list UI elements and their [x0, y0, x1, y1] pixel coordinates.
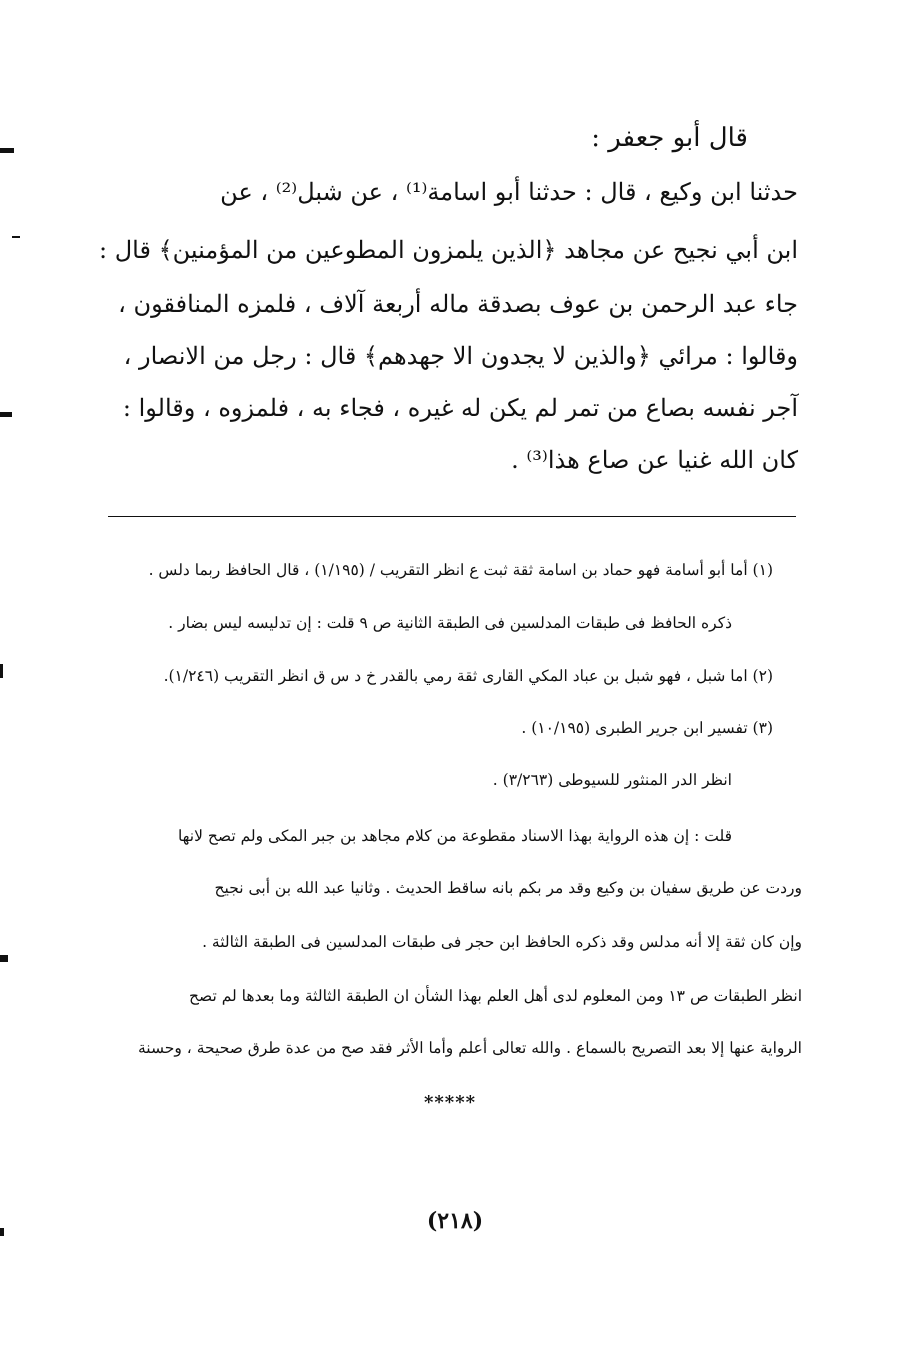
scan-edge-mark	[0, 148, 14, 153]
scan-edge-mark	[0, 955, 8, 962]
main-text-line-1: حدثنا ابن وكيع ، قال : حدثنا أبو اسامة⁽¹⁾ ، عن شبل⁽²⁾ ، عن	[220, 178, 798, 206]
footnote-1-line-1: (١) أما أبو أسامة فهو حماد بن اسامة ثقة ثبت ع انظر التقريب / (١/١٩٥) ، قال الحافظ ربما دلس .	[148, 561, 773, 579]
footnote-2: (٢) اما شبل ، فهو شبل بن عباد المكي القارى ثقة رمي بالقدر خ د س ق انظر التقريب (١/٢٤٦).	[163, 667, 773, 685]
commentary-line-2: وردت عن طريق سفيان بن وكيع وقد مر بكم بانه ساقط الحديث . وثانيا عبد الله بن أبى نجيح	[214, 879, 802, 897]
main-text-line-4: وقالوا : مرائي ﴿والذين لا يجدون الا جهدهم﴾ قال : رجل من الانصار ،	[123, 342, 798, 370]
main-text-line-6: كان الله غنيا عن صاع هذا⁽³⁾ .	[511, 446, 798, 474]
scan-edge-mark	[12, 236, 20, 238]
scan-edge-mark	[0, 1228, 4, 1236]
commentary-line-4: انظر الطبقات ص ١٣ ومن المعلوم لدى أهل العلم بهذا الشأن ان الطبقة الثالثة وما بعدها لم تصح	[189, 987, 802, 1005]
section-end-stars: *****	[423, 1092, 477, 1113]
footnote-3-reference: انظر الدر المنثور للسيوطى (٣/٢٦٣) .	[492, 771, 732, 789]
commentary-line-5: الرواية عنها إلا بعد التصريح بالسماع . والله تعالى أعلم وأما الأثر فقد صح من عدة طرق صحيحة ، وحسنة	[137, 1039, 802, 1057]
commentary-line-1: قلت : إن هذه الرواية بهذا الاسناد مقطوعة من كلام مجاهد بن جبر المكى ولم تصح لانها	[177, 827, 732, 845]
footnote-3: (٣) تفسير ابن جرير الطبرى (١٠/١٩٥) .	[521, 719, 773, 737]
main-text-line-5: آجر نفسه بصاع من تمر لم يكن له غيره ، فجاء به ، فلمزوه ، وقالوا :	[122, 394, 798, 422]
commentary-line-3: وإن كان ثقة إلا أنه مدلس وقد ذكره الحافظ ابن حجر فى طبقات المدلسين فى الطبقة الثالثة .	[202, 933, 802, 951]
footnote-separator	[108, 516, 796, 517]
section-heading: قال أبو جعفر :	[591, 123, 748, 153]
main-text-line-3: جاء عبد الرحمن بن عوف بصدقة ماله أربعة آلاف ، فلمزه المنافقون ،	[118, 290, 798, 318]
scan-edge-mark	[0, 664, 3, 678]
page-number: (٢١٨)	[426, 1208, 484, 1234]
scan-edge-mark	[0, 412, 12, 417]
main-text-line-2: ابن أبي نجيح عن مجاهد ﴿الذين يلمزون المطوعين من المؤمنين﴾ قال :	[99, 236, 798, 264]
footnote-1-line-2: ذكره الحافظ فى طبقات المدلسين فى الطبقة الثانية ص ٩ قلت : إن تدليسه ليس بضار .	[168, 614, 732, 632]
